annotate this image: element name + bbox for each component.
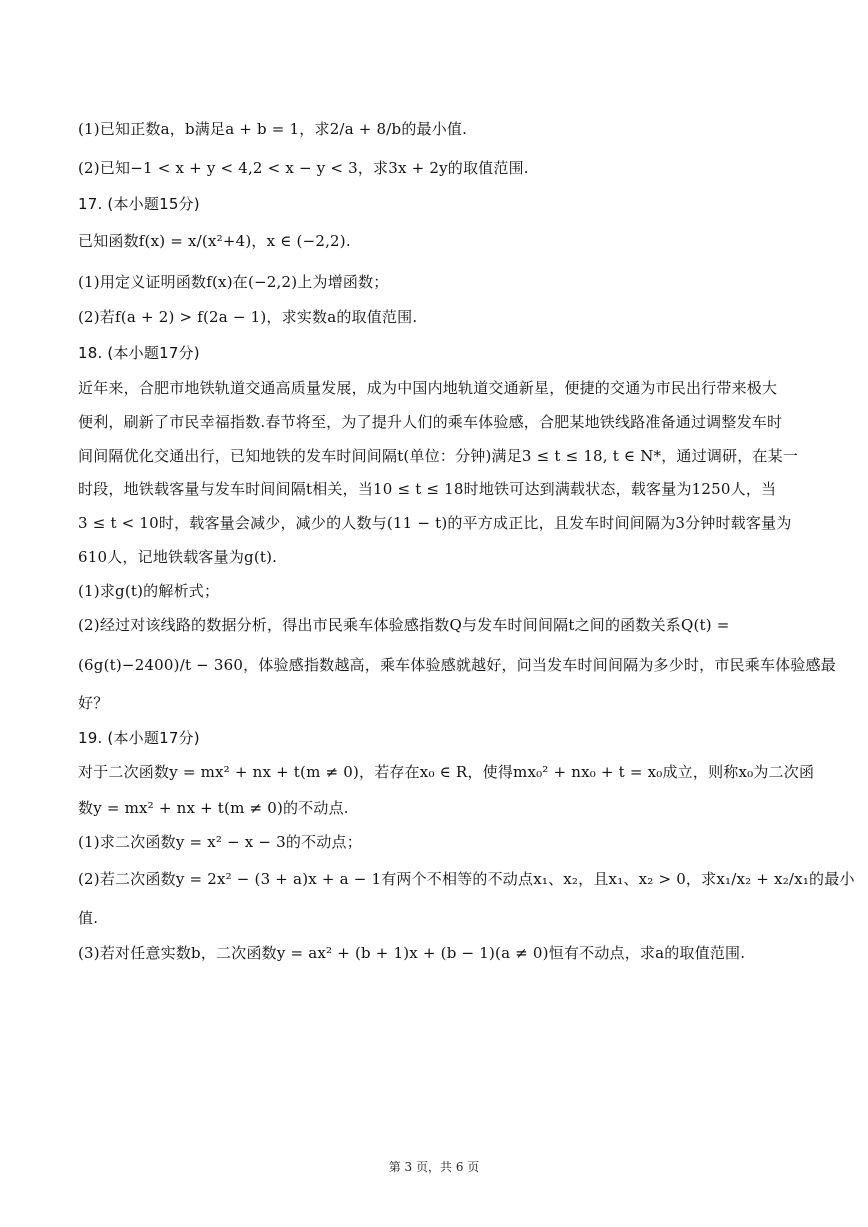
problem-19-stem-line-1: 对于二次函数y = mx² + nx + t(m ≠ 0)，若存在x₀ ∈ R，使得mx₀² + nx₀ + t = x₀成立，则称x₀为二次函: [78, 763, 815, 781]
problem-17-part-1: (1)用定义证明函数f(x)在(−2,2)上为增函数；: [78, 273, 389, 291]
problem-17-header: 17. (本小题15分): [78, 195, 200, 213]
problem-16-part-2: (2)已知−1 < x + y < 4,2 < x − y < 3，求3x + 2y的取值范围.: [78, 159, 529, 177]
problem-18-stem-line-2: 便利，刷新了市民幸福指数.春节将至，为了提升人们的乘车体验感，合肥某地铁线路准备通过调整发车时: [78, 413, 783, 431]
problem-19-part-1: (1)求二次函数y = x² − x − 3的不动点；: [78, 833, 362, 851]
problem-19-part-2-line-1: (2)若二次函数y = 2x² − (3 + a)x + a − 1有两个不相等的不动点x₁、x₂，且x₁、x₂ > 0，求x₁/x₂ + x₂/x₁的最小: [78, 870, 855, 888]
problem-17-part-2: (2)若f(a + 2) > f(2a − 1)，求实数a的取值范围.: [78, 308, 418, 326]
problem-18-stem-line-6: 610人，记地铁载客量为g(t).: [78, 548, 278, 566]
problem-18-stem-line-1: 近年来，合肥市地铁轨道交通高质量发展，成为中国内地轨道交通新星，便捷的交通为市民出行带来极大: [78, 379, 778, 397]
problem-18-part-1: (1)求g(t)的解析式；: [78, 582, 220, 600]
problem-16-part-1: (1)已知正数a，b满足a + b = 1，求2/a + 8/b的最小值.: [78, 120, 468, 138]
problem-18-stem-line-3: 间间隔优化交通出行，已知地铁的发车时间间隔t(单位：分钟)满足3 ≤ t ≤ 18, t ∈ N*，通过调研，在某一: [78, 447, 799, 465]
problem-18-stem-line-5: 3 ≤ t < 10时，载客量会减少，减少的人数与(11 − t)的平方成正比，且发车时间间隔为3分钟时载客量为: [78, 514, 792, 532]
problem-18-part-2-line-1: (2)经过对该线路的数据分析，得出市民乘车体验感指数Q与发车时间间隔t之间的函数关系Q(t) =: [78, 616, 730, 634]
problem-19-header: 19. (本小题17分): [78, 729, 200, 747]
problem-17-stem: 已知函数f(x) = x/(x²+4)，x ∈ (−2,2).: [78, 232, 351, 250]
problem-18-stem-line-4: 时段，地铁载客量与发车时间间隔t相关，当10 ≤ t ≤ 18时地铁可达到满载状态，载客量为1250人，当: [78, 480, 777, 498]
problem-19-stem-line-2: 数y = mx² + nx + t(m ≠ 0)的不动点.: [78, 799, 349, 817]
problem-19-part-2-line-2: 值.: [78, 909, 99, 927]
problem-18-part-2-line-3: 好？: [78, 694, 109, 712]
problem-18-header: 18. (本小题17分): [78, 344, 200, 362]
problem-18-part-2-line-2: (6g(t)−2400)/t − 360，体验感指数越高，乘车体验感就越好，问当发车时间间隔为多少时，市民乘车体验感最: [78, 656, 836, 674]
page-footer: 第 3 页，共 6 页: [388, 1160, 480, 1174]
problem-19-part-3: (3)若对任意实数b，二次函数y = ax² + (b + 1)x + (b − 1)(a ≠ 0)恒有不动点，求a的取值范围.: [78, 944, 746, 962]
